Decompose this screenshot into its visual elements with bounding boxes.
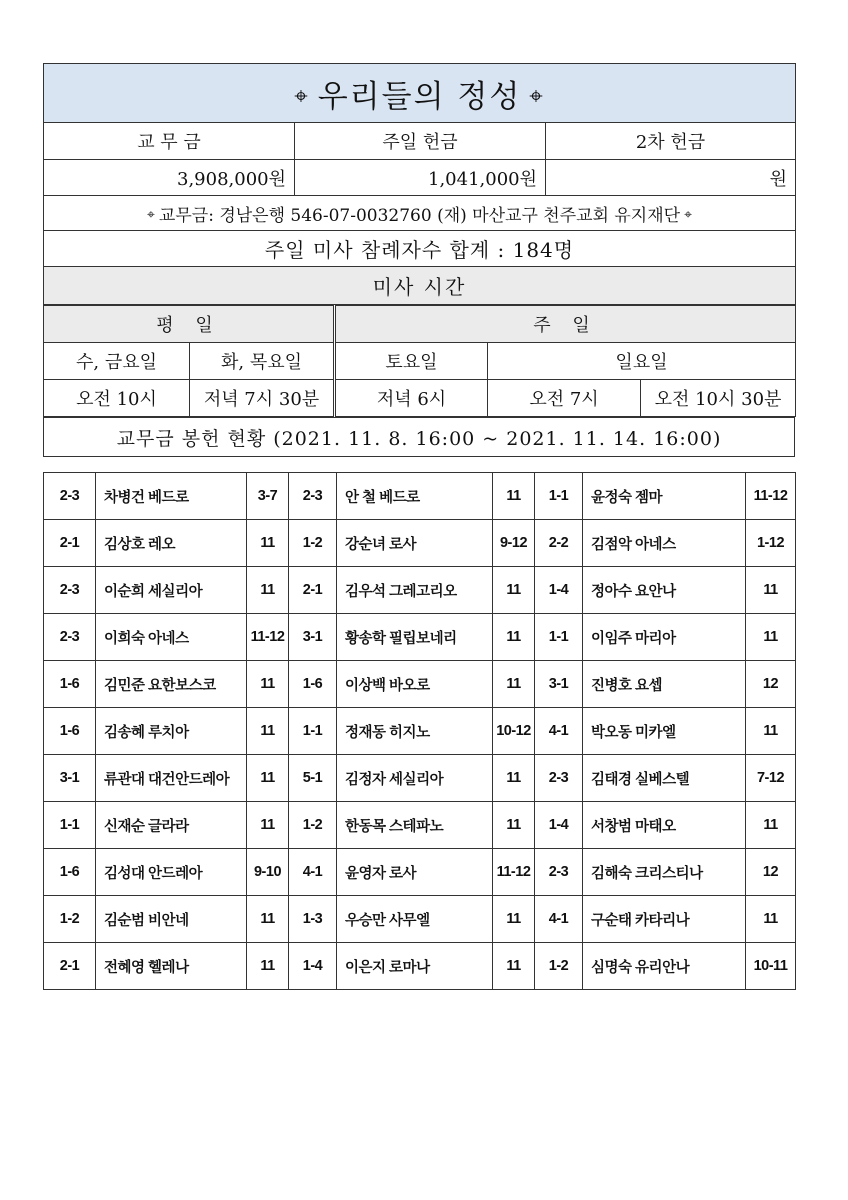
donor-district: 4-1 — [289, 849, 337, 896]
mass-times-title: 미사 시간 — [44, 267, 796, 305]
donor-district: 1-2 — [289, 802, 337, 849]
table-row — [44, 943, 796, 990]
offering-label-second: 2차 헌금 — [546, 123, 796, 160]
donor-district: 2-3 — [535, 755, 583, 802]
time-wed-fri: 오전 10시 — [44, 380, 190, 417]
donor-district: 1-2 — [289, 520, 337, 567]
donor-district: 1-6 — [44, 708, 96, 755]
donor-district: 3-1 — [289, 614, 337, 661]
donor-name: 김성대 안드레아 — [96, 849, 247, 896]
donor-name: 윤영자 로사 — [337, 849, 493, 896]
page-title: 우리들의 정성 — [317, 78, 522, 115]
donor-months: 11 — [746, 802, 796, 849]
offering-amount-sunday: 1,041,000원 — [295, 160, 546, 196]
account-row — [44, 196, 796, 231]
account-cell — [44, 196, 796, 231]
mass-schedule-table — [43, 305, 796, 417]
table-row — [44, 896, 796, 943]
donor-district: 3-1 — [44, 755, 96, 802]
donor-months: 11 — [493, 802, 535, 849]
donor-district: 2-3 — [44, 567, 96, 614]
donor-name: 전혜영 헬레나 — [96, 943, 247, 990]
donor-months: 11 — [247, 520, 289, 567]
donor-district: 1-1 — [535, 473, 583, 520]
donor-months: 1-12 — [746, 520, 796, 567]
cross-ornament-icon: ⌖ — [684, 206, 692, 223]
donor-district: 3-1 — [535, 661, 583, 708]
donor-table — [43, 472, 796, 990]
donor-name: 정재동 히지노 — [337, 708, 493, 755]
donor-list — [44, 473, 796, 990]
donor-district: 2-2 — [535, 520, 583, 567]
donor-district: 1-1 — [289, 708, 337, 755]
account-info: 교무금: 경남은행 546-07-0032760 (재) 마산교구 천주교회 유지재단 — [158, 205, 681, 226]
donor-months: 10-11 — [746, 943, 796, 990]
offering-label-row — [44, 123, 796, 160]
day-sunday: 일요일 — [488, 343, 796, 380]
donor-name: 강순녀 로사 — [337, 520, 493, 567]
offering-label-dues: 교 무 금 — [44, 123, 295, 160]
donor-district: 2-1 — [289, 567, 337, 614]
donor-name: 이은지 로마나 — [337, 943, 493, 990]
donor-months: 11 — [493, 943, 535, 990]
donor-months: 3-7 — [247, 473, 289, 520]
mass-title-row — [44, 267, 796, 305]
donor-months: 11 — [247, 708, 289, 755]
donor-district: 2-3 — [44, 473, 96, 520]
table-row — [44, 802, 796, 849]
donor-district: 2-3 — [535, 849, 583, 896]
donor-district: 4-1 — [535, 896, 583, 943]
period-row — [44, 418, 795, 457]
donor-months: 11 — [247, 896, 289, 943]
donor-months: 11 — [746, 896, 796, 943]
donor-months: 11 — [247, 661, 289, 708]
table-row — [44, 614, 796, 661]
donor-name: 구순태 카타리나 — [583, 896, 746, 943]
donor-name: 김해숙 크리스티나 — [583, 849, 746, 896]
donor-name: 김상호 레오 — [96, 520, 247, 567]
donor-name: 서창범 마태오 — [583, 802, 746, 849]
donor-months: 12 — [746, 849, 796, 896]
donor-months: 9-10 — [247, 849, 289, 896]
cross-ornament-icon: ⌖ — [147, 206, 155, 223]
donor-months: 11 — [746, 708, 796, 755]
cross-ornament-icon: ⌖ — [294, 81, 310, 110]
table-row — [44, 755, 796, 802]
schedule-times-row — [44, 380, 796, 417]
table-row — [44, 567, 796, 614]
day-wed-fri: 수, 금요일 — [44, 343, 190, 380]
donor-name: 차병건 베드로 — [96, 473, 247, 520]
donor-name: 안 철 베드로 — [337, 473, 493, 520]
schedule-section-row — [44, 306, 796, 343]
table-row — [44, 661, 796, 708]
donor-name: 김정자 세실리아 — [337, 755, 493, 802]
donor-months: 10-12 — [493, 708, 535, 755]
donor-months: 11 — [493, 567, 535, 614]
day-saturday: 토요일 — [335, 343, 488, 380]
time-sunday-early: 오전 7시 — [488, 380, 641, 417]
donor-months: 11 — [493, 755, 535, 802]
donor-months: 9-12 — [493, 520, 535, 567]
donor-district: 1-1 — [44, 802, 96, 849]
donor-months: 11 — [493, 661, 535, 708]
donor-months: 11 — [493, 896, 535, 943]
donor-months: 11 — [746, 614, 796, 661]
donor-district: 1-4 — [535, 802, 583, 849]
donor-district: 1-2 — [44, 896, 96, 943]
donor-district: 1-6 — [44, 849, 96, 896]
donor-district: 1-4 — [535, 567, 583, 614]
table-row — [44, 473, 796, 520]
donor-name: 우승만 사무엘 — [337, 896, 493, 943]
offering-amount-row — [44, 160, 796, 196]
donor-name: 황송학 필립보네리 — [337, 614, 493, 661]
donor-name: 한동목 스테파노 — [337, 802, 493, 849]
donor-name: 이희숙 아네스 — [96, 614, 247, 661]
donor-name: 심명숙 유리안나 — [583, 943, 746, 990]
header-row — [44, 64, 796, 123]
attendance-total: 주일 미사 참례자수 합계 : 184명 — [44, 231, 796, 267]
donor-months: 7-12 — [746, 755, 796, 802]
donor-district: 1-3 — [289, 896, 337, 943]
donor-district: 2-3 — [44, 614, 96, 661]
day-tue-thu: 화, 목요일 — [190, 343, 335, 380]
donor-months: 11 — [247, 755, 289, 802]
donor-name: 신재순 글라라 — [96, 802, 247, 849]
table-row — [44, 708, 796, 755]
donor-months: 11 — [247, 567, 289, 614]
donor-district: 1-6 — [289, 661, 337, 708]
donor-district: 2-1 — [44, 520, 96, 567]
page-title-cell — [44, 64, 796, 123]
donor-months: 12 — [746, 661, 796, 708]
donor-district: 4-1 — [535, 708, 583, 755]
table-row — [44, 849, 796, 896]
period-table — [43, 417, 795, 457]
donor-name: 류관대 대건안드레아 — [96, 755, 247, 802]
offering-period: 교무금 봉헌 현황 (2021. 11. 8. 16:00 ~ 2021. 11. 14. 16:00) — [44, 418, 795, 457]
donor-months: 11-12 — [493, 849, 535, 896]
donor-district: 2-3 — [289, 473, 337, 520]
donor-months: 11 — [247, 943, 289, 990]
offering-label-sunday: 주일 헌금 — [295, 123, 546, 160]
donor-months: 11 — [493, 473, 535, 520]
donor-name: 김우석 그레고리오 — [337, 567, 493, 614]
cross-ornament-icon: ⌖ — [529, 81, 545, 110]
donor-district: 2-1 — [44, 943, 96, 990]
donor-name: 진병호 요셉 — [583, 661, 746, 708]
donor-name: 이임주 마리아 — [583, 614, 746, 661]
donor-district: 1-6 — [44, 661, 96, 708]
donor-district: 5-1 — [289, 755, 337, 802]
donor-name: 김민준 요한보스코 — [96, 661, 247, 708]
time-saturday: 저녁 6시 — [335, 380, 488, 417]
donor-district: 1-1 — [535, 614, 583, 661]
time-tue-thu: 저녁 7시 30분 — [190, 380, 335, 417]
table-row — [44, 520, 796, 567]
donor-name: 박오동 미카엘 — [583, 708, 746, 755]
weekday-label: 평 일 — [44, 306, 335, 343]
donor-name: 김송혜 루치아 — [96, 708, 247, 755]
donor-name: 김점악 아네스 — [583, 520, 746, 567]
donor-months: 11 — [247, 802, 289, 849]
donor-district: 1-2 — [535, 943, 583, 990]
sunday-label: 주 일 — [335, 306, 796, 343]
donor-name: 이상백 바오로 — [337, 661, 493, 708]
donor-name: 김태경 실베스텔 — [583, 755, 746, 802]
bulletin-sheet — [43, 63, 795, 990]
donor-name: 이순희 세실리아 — [96, 567, 247, 614]
offering-table — [43, 63, 796, 305]
donor-months: 11 — [746, 567, 796, 614]
attendance-row — [44, 231, 796, 267]
donor-district: 1-4 — [289, 943, 337, 990]
donor-name: 김순범 비안네 — [96, 896, 247, 943]
schedule-days-row — [44, 343, 796, 380]
offering-amount-second: 원 — [546, 160, 796, 196]
time-sunday-late: 오전 10시 30분 — [641, 380, 796, 417]
donor-name: 정아수 요안나 — [583, 567, 746, 614]
donor-name: 윤정숙 젬마 — [583, 473, 746, 520]
offering-amount-dues: 3,908,000원 — [44, 160, 295, 196]
donor-months: 11-12 — [746, 473, 796, 520]
donor-months: 11 — [493, 614, 535, 661]
donor-months: 11-12 — [247, 614, 289, 661]
